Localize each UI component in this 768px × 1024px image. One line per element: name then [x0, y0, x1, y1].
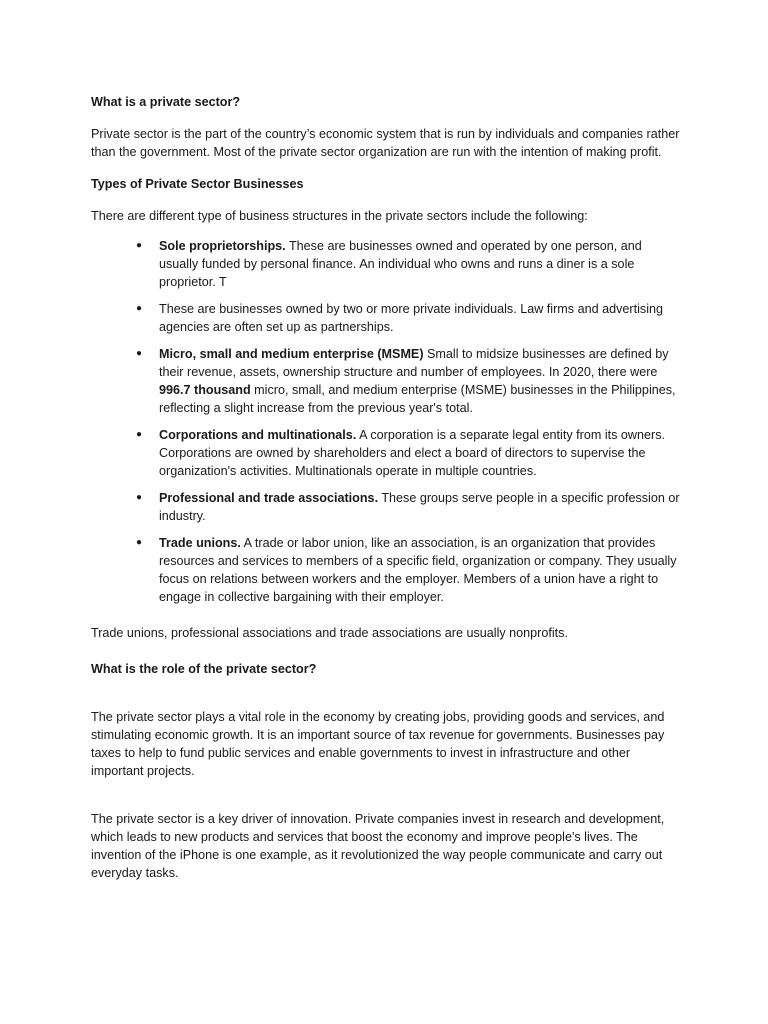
- bullet-icon: ●: [136, 348, 143, 359]
- paragraph-innovation: The private sector is a key driver of innovation. Private companies invest in research and development, which leads to new products and services that boost the economy and improve people's lives. The invention of the iPhone is one example, as it revolutionized the way people communicate and carry out everyday tasks.: [91, 812, 665, 880]
- list-item-text: A corporation is a separate legal entity from its owners. Corporations are owned by shareholders and elect a board of directors to supervise the organization's activities. Multinationals operate in multiple countries.: [159, 428, 666, 478]
- heading-what-is-private-sector: What is a private sector?: [91, 95, 241, 109]
- list-item-text: These are businesses owned and operated by one person, and usually funded by personal finance. An individual who owns and runs a diner is a sole proprietor. T: [159, 239, 642, 289]
- list-item-title: Corporations and multinationals.: [159, 428, 357, 442]
- list-item-partnerships: [91, 300, 681, 336]
- list-item-msme: [91, 345, 681, 417]
- list-item-sole-proprietorships: [91, 237, 681, 291]
- paragraph-definition: Private sector is the part of the country’s economic system that is run by individuals and companies rather than the government. Most of the private sector organization are run with the intention of making profit.: [91, 127, 680, 159]
- list-item-title: Professional and trade associations.: [159, 491, 379, 505]
- list-item-title: Micro, small and medium enterprise (MSME): [159, 347, 424, 361]
- bullet-icon: ●: [136, 240, 143, 251]
- bullet-icon: ●: [136, 303, 143, 314]
- paragraph-nonprofits: Trade unions, professional associations and trade associations are usually nonprofits.: [91, 626, 568, 640]
- list-item-text: Small to midsize businesses are defined by their revenue, assets, ownership structure and number of employees. In 2020, there were: [159, 347, 669, 379]
- heading-role-of-private-sector: What is the role of the private sector?: [91, 662, 317, 676]
- bullet-icon: ●: [136, 492, 143, 503]
- list-item-title: Sole proprietorships.: [159, 239, 286, 253]
- list-item-text: These are businesses owned by two or more private individuals. Law firms and advertising agencies are often set up as partnerships.: [159, 302, 663, 334]
- list-item-text-continued: micro, small, and medium enterprise (MSME) businesses in the Philippines, reflecting a slight increase from the previous year's total.: [159, 383, 676, 415]
- list-item-text: These groups serve people in a specific profession or industry.: [159, 491, 680, 523]
- list-item-associations: [91, 489, 681, 525]
- bullet-icon: ●: [136, 429, 143, 440]
- heading-types-of-businesses: Types of Private Sector Businesses: [91, 177, 304, 191]
- list-item-trade-unions: [91, 534, 681, 606]
- list-item-highlight: 996.7 thousand: [159, 383, 251, 397]
- paragraph-economic-role: The private sector plays a vital role in the economy by creating jobs, providing goods and services, and stimulating economic growth. It is an important source of tax revenue for governments. Businesses pay taxes to help to fund public services and enable governments to invest in infrastructure and other important projects.: [91, 710, 665, 778]
- document-page: [91, 93, 681, 882]
- list-item-corporations: [91, 426, 681, 480]
- list-item-title: Trade unions.: [159, 536, 241, 550]
- bullet-icon: ●: [136, 537, 143, 548]
- business-types-list: [91, 237, 681, 606]
- list-item-text: A trade or labor union, like an association, is an organization that provides resources and services to members of a specific field, organization or company. They usually focus on relations between workers and the employer. Members of a union have a right to engage in collective bargaining with their employer.: [159, 536, 677, 604]
- paragraph-structures-intro: There are different type of business structures in the private sectors include the following:: [91, 209, 588, 223]
